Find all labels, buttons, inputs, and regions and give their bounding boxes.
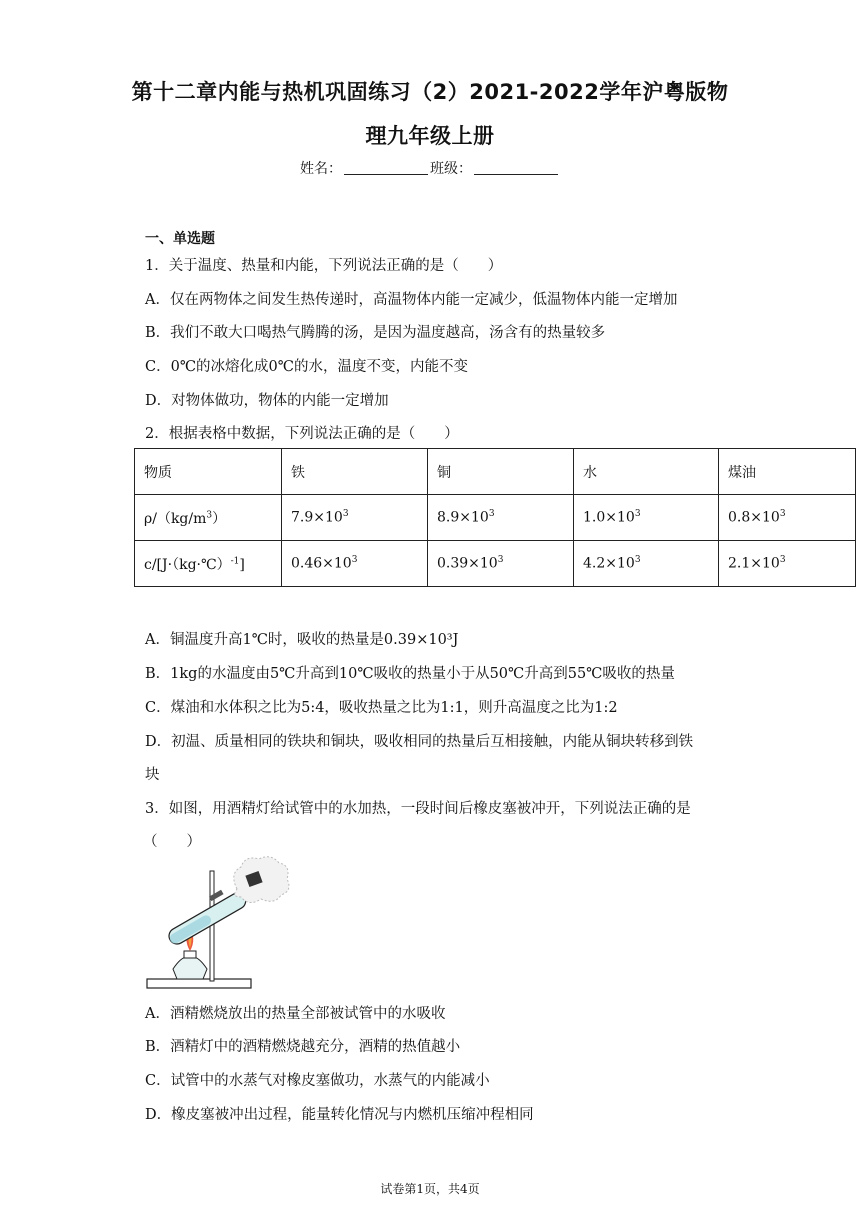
question-2-stem: 2．根据表格中数据，下列说法正确的是（ ） xyxy=(145,426,459,442)
question-1-option-b: B．我们不敢大口喝热气腾腾的汤，是因为温度越高，汤含有的热量较多 xyxy=(145,325,606,341)
density-label-cell: $\rho/(kg/m^3)$ xyxy=(135,495,282,541)
question-3-stem: 3．如图，用酒精灯给试管中的水加热，一段时间后橡皮塞被冲开，下列说法正确的是 xyxy=(145,801,691,817)
question-2-option-d: D．初温、质量相同的铁块和铜块，吸收相同的热量后互相接触，内能从铜块转移到铁 xyxy=(145,734,694,750)
table-cell: $2.1\times 10^3$ xyxy=(719,541,856,587)
question-2-option-d-continued: 块 xyxy=(145,767,160,783)
table-cell: 水 xyxy=(574,449,719,495)
table-cell: $0.39\times 10^3$ xyxy=(428,541,574,587)
table-cell: $8.9\times 10^3$ xyxy=(428,495,574,541)
question-1-stem: 1．关于温度、热量和内能，下列说法正确的是（ ） xyxy=(145,258,503,274)
question-2-option-a: A．铜温度升高1℃时，吸收的热量是0.39×10³J xyxy=(145,632,459,648)
table-row-specific-heat xyxy=(135,541,856,587)
table-header-row xyxy=(135,449,856,495)
table-cell: 物质 xyxy=(135,449,282,495)
question-1-option-a: A．仅在两物体之间发生热传递时，高温物体内能一定减少，低温物体内能一定增加 xyxy=(145,292,678,308)
table-cell: 铜 xyxy=(428,449,574,495)
question-3-stem-bracket: （ ） xyxy=(143,834,201,850)
section-heading: 一、单选题 xyxy=(145,231,215,247)
table-cell: $4.2\times 10^3$ xyxy=(574,541,719,587)
table-row-density xyxy=(135,495,856,541)
material-properties-table xyxy=(134,448,856,587)
table-cell: 铁 xyxy=(282,449,428,495)
question-3-option-b: B．酒精灯中的酒精燃烧越充分，酒精的热值越小 xyxy=(145,1039,461,1055)
document-title-line1: 第十二章内能与热机巩固练习（2）2021-2022学年沪粤版物 xyxy=(131,80,729,104)
question-1-option-d: D．对物体做功，物体的内能一定增加 xyxy=(145,393,389,409)
name-blank[interactable] xyxy=(344,160,428,175)
page-footer: 试卷第1页，共4页 xyxy=(380,1182,480,1196)
class-blank[interactable] xyxy=(474,160,558,175)
table-cell: $0.46\times 10^3$ xyxy=(282,541,428,587)
class-label: 班级： xyxy=(430,161,472,177)
question-2-option-c: C．煤油和水体积之比为5:4，吸收热量之比为1:1，则升高温度之比为1:2 xyxy=(145,700,618,716)
table-cell: 煤油 xyxy=(719,449,856,495)
table-cell: $0.8\times 10^3$ xyxy=(719,495,856,541)
question-3-option-c: C．试管中的水蒸气对橡皮塞做功，水蒸气的内能减小 xyxy=(145,1073,490,1089)
table-cell: $7.9\times 10^3$ xyxy=(282,495,428,541)
question-1-option-c: C．0℃的冰熔化成0℃的水，温度不变，内能不变 xyxy=(145,359,468,375)
table-cell: $1.0\times 10^3$ xyxy=(574,495,719,541)
name-label: 姓名： xyxy=(300,161,342,177)
question-3-option-a: A．酒精燃烧放出的热量全部被试管中的水吸收 xyxy=(145,1006,446,1022)
question-2-option-b: B．1kg的水温度由5℃升高到10℃吸收的热量小于从50℃升高到55℃吸收的热量 xyxy=(145,666,675,682)
specific-heat-label-cell: c/[J·（kg·℃）$^{-1}$] xyxy=(135,541,282,587)
alcohol-lamp-test-tube-figure xyxy=(143,853,293,989)
question-3-option-d: D．橡皮塞被冲出过程，能量转化情况与内燃机压缩冲程相同 xyxy=(145,1107,534,1123)
document-title-line2: 理九年级上册 xyxy=(365,124,495,148)
student-info-line xyxy=(0,158,860,178)
